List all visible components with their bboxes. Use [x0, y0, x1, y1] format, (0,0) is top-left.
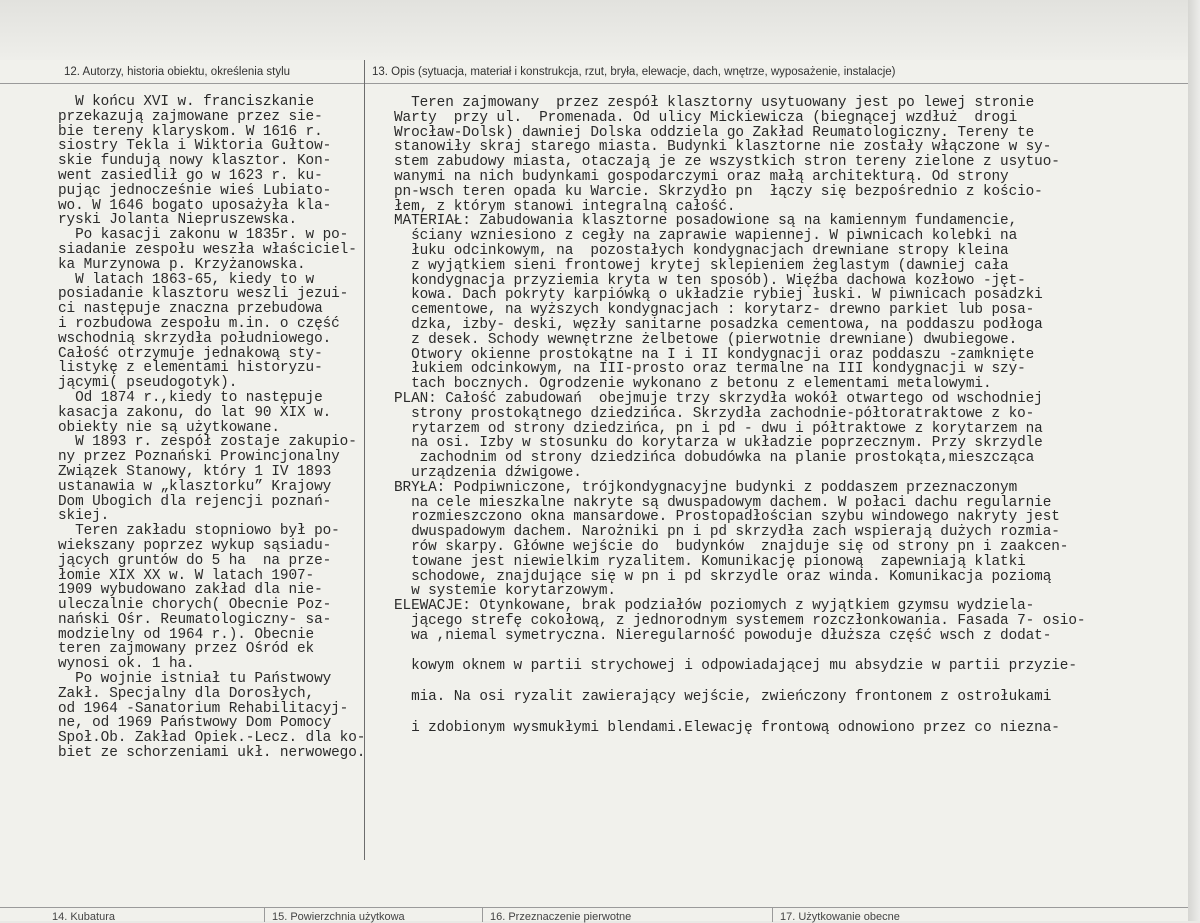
description-line: ELEWACJE: Otynkowane, brak podziałów poziomych z wyjątkiem gzymsu wydziela-	[394, 598, 1035, 615]
top-margin	[0, 0, 1200, 60]
footer-field-label: 15. Powierzchnia użytkowa	[272, 911, 405, 923]
footer-divider	[482, 908, 483, 922]
description-line: łukiem odcinkowym, na III-prosto oraz termalne na III kondygnacji w szy-	[394, 361, 1026, 378]
history-line: jącymi( pseudogotyk).	[58, 375, 238, 392]
description-line: dzka, izby- deski, węzły sanitarne posadzka cementowa, na poddaszu podłoga	[394, 316, 1043, 333]
history-line: wschodnią skrzydła południowego.	[58, 330, 332, 347]
description-line: MATERIAŁ: Zabudowania klasztorne posadowione są na kamiennym fundamencie,	[394, 213, 1018, 230]
history-line: ci następuje znaczna przebudowa	[58, 301, 323, 318]
description-line: strony prostokątnego dziedzińca. Skrzydła zachodnie-półtoratraktowe z ko-	[394, 405, 1035, 422]
description-line: kowa. Dach pokryty karpiówką o układzie rybiej łuski. W piwnicach posadzki	[394, 287, 1043, 304]
description-line: na cele mieszkalne nakryte są dwuspadowym dachem. W połaci dachu regularnie	[394, 494, 1052, 511]
description-line: dwuspadowym dachem. Narożniki pn i pd skrzydła zach wspierają dużych rozmia-	[394, 524, 1060, 541]
page-edge	[1188, 0, 1200, 921]
description-line: łem, z którym stanowi integralną całość.	[394, 198, 736, 215]
description-line: kondygnacja przyziemia kryta w ten sposób). Więźba dachowa kozłowo -jęt-	[394, 272, 1026, 289]
history-line: biet ze schorzeniami ukł. nerwowego.	[58, 745, 366, 762]
description-line: na osi. Izby w stosunku do korytarza w układzie poprzecznym. Przy skrzydle	[394, 435, 1043, 452]
description-line: jącego strefę cokołową, z jednorodnym systemem rozczłonkowania. Fasada 7- osio-	[394, 612, 1086, 629]
history-line: nański Ośr. Reumatologiczny- sa-	[58, 611, 332, 628]
description-line: tach bocznych. Ogrodzenie wykonano z betonu z elementami metalowymi.	[394, 376, 992, 393]
description-line: z desek. Schody wewnętrzne żelbetowe (pierwotnie drewniane) dwubiegowe.	[394, 331, 1018, 348]
description-line: zachodnim od strony dziedzińca dobudówka na planie prostokąta,mieszcząca	[394, 450, 1035, 467]
footer-field-label: 14. Kubatura	[52, 911, 115, 923]
history-line: Teren zakładu stopniowo był po-	[58, 523, 340, 540]
history-line: kasacja zakonu, do lat 90 XIX w.	[58, 404, 332, 421]
history-line: obiekty nie są użytkowane.	[58, 419, 280, 436]
description-line: Teren zajmowany przez zespół klasztorny usytuowany jest po lewej stronie	[394, 95, 1035, 111]
history-line: W 1893 r. zespół zostaje zakupio-	[58, 434, 357, 451]
history-line: od 1964 -Sanatorium Rehabilitacyj-	[58, 700, 349, 717]
description-line: Wrocław-Dolsk) dawniej Dolska oddziela go Zakład Reumatologiczny. Tereny te	[394, 124, 1035, 141]
history-line: wiekszany poprzez wykup sąsiadu-	[58, 537, 332, 554]
description-line: cementowe, na wyższych kondygnacjach : korytarz- drewno parkiet lub posa-	[394, 302, 1035, 319]
history-line: wynosi ok. 1 ha.	[58, 656, 195, 673]
footer-fields-row	[0, 907, 1188, 922]
description-line: wa ,niemal symetryczna. Nieregularność powoduje dłuższa część wsch z dodat-	[394, 627, 1052, 644]
history-line: Dom Ubogich dla rejencji poznań-	[58, 493, 332, 510]
description-line: stem zabudowy miasta, otaczają je ze wszystkich stron tereny zielone z usytuo-	[394, 154, 1060, 171]
description-line: urządzenia dźwigowe.	[394, 464, 582, 481]
history-text	[58, 95, 365, 761]
history-line: 1909 wybudowano zakład dla nie-	[58, 582, 323, 599]
history-line: Zakł. Specjalny dla Dorosłych,	[58, 685, 315, 702]
description-line: rów skarpy. Główne wejście do budynków znajduje się od strony pn i zaakcen-	[394, 538, 1069, 555]
description-line: towane jest niewielkim ryzalitem. Komunikację pionową zapewniają klatki	[394, 553, 1026, 570]
history-line: Od 1874 r.,kiedy to następuje	[58, 389, 323, 406]
history-line: posiadanie klasztoru weszli jezui-	[58, 286, 349, 303]
history-line: pując jednocześnie wieś Lubiato-	[58, 182, 332, 199]
history-line: ne, od 1969 Państwowy Dom Pomocy	[58, 715, 332, 732]
history-line: skie fundują nowy klasztor. Kon-	[58, 153, 332, 170]
description-line: mia. Na osi ryzalit zawierający wejście, zwieńczony frontonem z ostrołukami	[394, 689, 1052, 706]
history-line: W końcu XVI w. franciszkanie	[58, 94, 315, 110]
history-line: i rozbudowa zespołu m.in. o część	[58, 315, 340, 332]
description-line: i zdobionym wysmukłymi blendami.Elewację frontową odnowiono przez co niezna-	[394, 720, 1060, 737]
description-line: rytarzem od strony dziedzińca, pn i pd - dwu i półtraktowe z korytarzem na	[394, 420, 1043, 437]
history-line: siostry Tekla i Wiktoria Gułtow-	[58, 138, 332, 155]
history-line: siadanie zespołu weszła właściciel-	[58, 241, 357, 258]
history-line: Po wojnie istniał tu Państwowy	[58, 671, 332, 688]
description-line: w systemie korytarzowym.	[394, 583, 616, 600]
history-line: W latach 1863-65, kiedy to w	[58, 271, 315, 288]
history-line: ny przez Poznański Prowincjonalny	[58, 449, 340, 466]
history-line: bie tereny klaryskom. W 1616 r.	[58, 123, 323, 140]
description-line: łuku odcinkowym, na pozostałych kondygnacjach drewniane stropy kleina	[394, 242, 1009, 259]
header-rule	[0, 83, 1188, 84]
description-line: ściany wzniesiono z cegły na zaprawie wapiennej. W piwnicach kolebki na	[394, 228, 1018, 245]
description-line: wanymi na nich budynkami gospodarczymi oraz małą architekturą. Od strony	[394, 168, 1009, 185]
description-line: BRYŁA: Podpiwniczone, trójkondygnacyjne budynki z poddaszem przeznaczonym	[394, 479, 1018, 496]
history-line: Całość otrzymuje jednakową sty-	[58, 345, 323, 362]
footer-field-label: 17. Użytkowanie obecne	[780, 911, 900, 923]
description-line: Otwory okienne prostokątne na I i II kondygnacji oraz poddaszu -zamknięte	[394, 346, 1035, 363]
history-line: przekazują zajmowane przez sie-	[58, 108, 323, 125]
history-line: ka Murzynowa p. Krzyżanowska.	[58, 256, 306, 273]
description-line: Warty przy ul. Promenada. Od ulicy Mickiewicza (biegnącej wzdłuż drogi	[394, 109, 1018, 126]
description-line: rozmieszczono okna mansardowe. Prostopadłościan szybu windowego nakryty jest	[394, 509, 1060, 526]
history-line: modzielny od 1964 r.). Obecnie	[58, 626, 315, 643]
history-line: uleczalnie chorych( Obecnie Poz-	[58, 597, 332, 614]
history-line: ryski Jolanta Niepruszewska.	[58, 212, 298, 229]
history-line: Związek Stanowy, który 1 IV 1893	[58, 463, 332, 480]
history-line: łomie XIX XX w. W latach 1907-	[58, 567, 315, 584]
history-line: Społ.Ob. Zakład Opiek.-Lecz. dla ko-	[58, 730, 366, 747]
description-text	[394, 96, 1085, 736]
description-line: pn-wsch teren opada ku Warcie. Skrzydło pn łączy się bezpośrednio z kościo-	[394, 183, 1043, 200]
description-line: kowym oknem w partii strychowej i odpowiadającej mu absydzie w partii przyzie-	[394, 658, 1077, 675]
history-line: went zasiedlił go w 1623 r. ku-	[58, 167, 323, 184]
description-line: PLAN: Całość zabudowań obejmuje trzy skrzydła wokół otwartego od wschodniej	[394, 390, 1043, 407]
history-line: listykę z elementami historyzu-	[58, 360, 323, 377]
history-line: Po kasacji zakonu w 1835r. w po-	[58, 227, 349, 244]
section-13-header: 13. Opis (sytuacja, materiał i konstrukcja, rzut, bryła, elewacje, dach, wnętrze, wyposażenie, instalacje)	[372, 66, 896, 78]
history-line: jących gruntów do 5 ha na prze-	[58, 552, 332, 569]
history-line: skiej.	[58, 508, 110, 525]
footer-field-label: 16. Przeznaczenie pierwotne	[490, 911, 632, 923]
history-line: wo. W 1646 bogato uposażyła kla-	[58, 197, 332, 214]
history-line: teren zajmowany przez Ośród ek	[58, 641, 315, 658]
description-line: schodowe, znajdujące się w pn i pd skrzydle oraz winda. Komunikacja poziomą	[394, 568, 1052, 585]
footer-divider	[772, 908, 773, 922]
history-line: ustanawia w „klasztorku” Krajowy	[58, 478, 332, 495]
section-12-header: 12. Autorzy, historia obiektu, określenia stylu	[64, 66, 291, 78]
description-line: stanowiły skraj starego miasta. Budynki klasztorne nie zostały włączone w sy-	[394, 139, 1052, 156]
description-line: z wyjątkiem sieni frontowej krytej sklepieniem żeglastym (dawniej cała	[394, 257, 1009, 274]
footer-divider	[264, 908, 265, 922]
